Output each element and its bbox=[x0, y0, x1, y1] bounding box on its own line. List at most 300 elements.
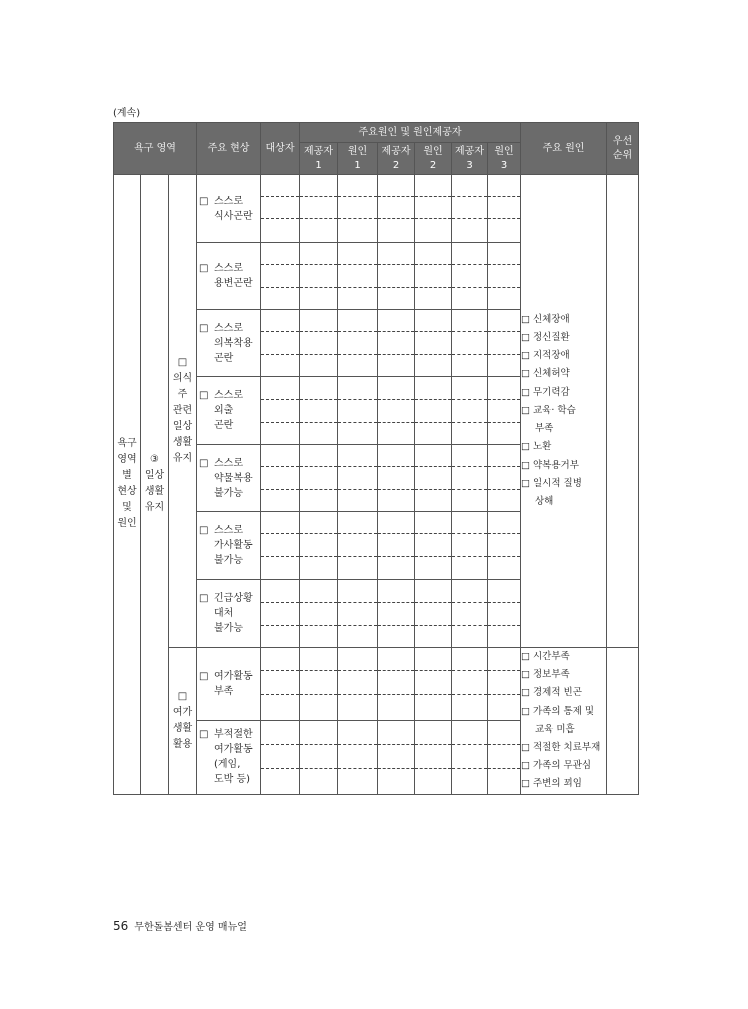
dashed-divider bbox=[378, 670, 414, 671]
dashed-divider bbox=[300, 694, 337, 695]
phenomenon-text bbox=[214, 523, 253, 568]
page-footer bbox=[113, 918, 247, 933]
label-line: 관련 bbox=[172, 405, 193, 416]
dashed-divider bbox=[488, 768, 520, 769]
dashed-divider bbox=[452, 422, 487, 423]
dashed-divider bbox=[415, 466, 451, 467]
phenomenon-cell bbox=[197, 512, 261, 580]
entry-cell[interactable] bbox=[378, 512, 415, 580]
entry-cell[interactable] bbox=[338, 648, 378, 721]
dashed-divider bbox=[338, 533, 377, 534]
phenomenon-text bbox=[214, 456, 253, 501]
entry-cell[interactable] bbox=[488, 445, 521, 512]
cause-option: 부족 bbox=[535, 423, 554, 435]
dashed-divider bbox=[261, 331, 299, 332]
header-need-area: 욕구 영역 bbox=[114, 123, 197, 175]
label-line: 스스로 bbox=[214, 525, 243, 536]
label-line: 생활 bbox=[172, 722, 193, 734]
dashed-divider bbox=[415, 489, 451, 490]
phenomenon-cell bbox=[197, 310, 261, 377]
dashed-divider bbox=[261, 670, 299, 671]
label-line: 곤란 bbox=[214, 352, 234, 364]
dashed-divider bbox=[261, 768, 299, 769]
dashed-divider bbox=[488, 625, 520, 626]
label-line: 약물복용 bbox=[214, 472, 253, 484]
label-line: 생활 bbox=[172, 437, 193, 448]
header-target: 대상자 bbox=[261, 123, 300, 175]
phenomenon-cell bbox=[197, 377, 261, 445]
dashed-divider bbox=[338, 399, 377, 400]
dashed-divider bbox=[300, 556, 337, 557]
dashed-divider bbox=[378, 264, 414, 265]
cause-option: 교육 미흡 bbox=[535, 723, 575, 735]
entry-cell[interactable] bbox=[300, 720, 338, 794]
label-line: 긴급상황 bbox=[214, 593, 253, 604]
entry-cell[interactable] bbox=[452, 377, 488, 445]
dashed-divider bbox=[338, 768, 377, 769]
dashed-divider bbox=[300, 768, 337, 769]
label-line: 부적절한 bbox=[214, 729, 253, 741]
target-cell[interactable] bbox=[261, 243, 300, 310]
label-line: 활용 bbox=[172, 738, 193, 750]
dashed-divider bbox=[378, 533, 414, 534]
target-cell[interactable] bbox=[261, 310, 300, 377]
dashed-divider bbox=[261, 422, 299, 423]
dashed-divider bbox=[261, 466, 299, 467]
dashed-divider bbox=[415, 218, 451, 219]
continued-label: (계속) bbox=[113, 108, 141, 119]
dashed-divider bbox=[452, 466, 487, 467]
label-line: 여가활동 bbox=[214, 744, 253, 756]
dashed-divider bbox=[378, 694, 414, 695]
dashed-divider bbox=[378, 331, 414, 332]
label-line: 별 bbox=[122, 470, 132, 482]
dashed-divider bbox=[378, 489, 414, 490]
dashed-divider bbox=[452, 287, 487, 288]
dashed-divider bbox=[338, 625, 377, 626]
dashed-divider bbox=[300, 354, 337, 355]
dashed-divider bbox=[338, 489, 377, 490]
label-line: 가사활동 bbox=[214, 540, 253, 551]
phenomenon-text bbox=[214, 388, 243, 433]
page-number: 56 bbox=[113, 919, 129, 933]
checkbox-icon[interactable]: □ bbox=[199, 729, 209, 741]
cause-option[interactable]: □ 신체장애 bbox=[521, 313, 570, 325]
dashed-divider bbox=[488, 422, 520, 423]
dashed-divider bbox=[300, 331, 337, 332]
label-line: 욕구 bbox=[117, 438, 137, 450]
dashed-divider bbox=[452, 489, 487, 490]
dashed-divider bbox=[338, 196, 377, 197]
label-line: 식사곤란 bbox=[214, 210, 253, 222]
checkbox-icon[interactable]: □ bbox=[199, 525, 209, 536]
phenomenon-text bbox=[214, 727, 253, 787]
dashed-divider bbox=[452, 399, 487, 400]
dashed-divider bbox=[300, 218, 337, 219]
dashed-divider bbox=[488, 399, 520, 400]
checkbox-icon[interactable]: □ bbox=[199, 195, 209, 207]
dashed-divider bbox=[488, 602, 520, 603]
entry-cell[interactable] bbox=[415, 243, 452, 310]
cause-option[interactable]: □ 가족의 통제 및 bbox=[521, 705, 595, 717]
dashed-divider bbox=[261, 264, 299, 265]
entry-cell[interactable] bbox=[300, 580, 338, 648]
dashed-divider bbox=[452, 625, 487, 626]
entry-cell[interactable] bbox=[300, 377, 338, 445]
dashed-divider bbox=[452, 196, 487, 197]
dashed-divider bbox=[488, 694, 520, 695]
cause-option[interactable]: □ 노환 bbox=[521, 441, 552, 453]
dashed-divider bbox=[452, 694, 487, 695]
cause-option[interactable]: □ 무기력감 bbox=[521, 386, 570, 398]
dashed-divider bbox=[452, 264, 487, 265]
phenomenon-cell bbox=[197, 648, 261, 721]
label-line: 의식 bbox=[172, 373, 193, 384]
dashed-divider bbox=[488, 331, 520, 332]
phenomenon-cell bbox=[197, 580, 261, 648]
dashed-divider bbox=[415, 744, 451, 745]
label-line: 유지 bbox=[172, 453, 193, 464]
dashed-divider bbox=[338, 354, 377, 355]
phenomenon-text bbox=[214, 261, 253, 291]
label-line: 일상 bbox=[144, 470, 165, 482]
entry-cell[interactable] bbox=[378, 580, 415, 648]
dashed-divider bbox=[338, 694, 377, 695]
cause-option[interactable]: □ 신체허약 bbox=[521, 368, 570, 380]
phenomenon-text bbox=[214, 194, 253, 224]
dashed-divider bbox=[300, 670, 337, 671]
checkbox-icon[interactable]: □ bbox=[199, 670, 209, 682]
entry-cell[interactable] bbox=[378, 243, 415, 310]
label-line: 스스로 bbox=[214, 195, 243, 207]
table-row bbox=[114, 648, 639, 721]
header-cause-3: 원인 3 bbox=[488, 143, 521, 175]
entry-cell[interactable] bbox=[378, 175, 415, 243]
label-line: 대처 bbox=[214, 608, 234, 619]
entry-cell[interactable] bbox=[338, 580, 378, 648]
cause-option[interactable]: □ 시간부족 bbox=[521, 651, 570, 662]
label-line: 여가 bbox=[172, 706, 193, 718]
entry-cell[interactable] bbox=[378, 720, 415, 794]
header-priority: 우선 순위 bbox=[607, 123, 639, 175]
dashed-divider bbox=[488, 218, 520, 219]
entry-cell[interactable] bbox=[378, 377, 415, 445]
dashed-divider bbox=[300, 422, 337, 423]
dashed-divider bbox=[488, 744, 520, 745]
dashed-divider bbox=[488, 354, 520, 355]
table-row bbox=[114, 175, 639, 243]
cause-option[interactable]: □ 지적장애 bbox=[521, 350, 570, 362]
dashed-divider bbox=[378, 744, 414, 745]
entry-cell[interactable] bbox=[452, 445, 488, 512]
label-line: 유지 bbox=[144, 502, 165, 514]
target-cell[interactable] bbox=[261, 512, 300, 580]
dashed-divider bbox=[300, 287, 337, 288]
label-line: 현상 bbox=[117, 486, 137, 498]
label-line: 불가능 bbox=[214, 487, 243, 499]
dashed-divider bbox=[452, 670, 487, 671]
cause-option[interactable]: □ 정보부족 bbox=[521, 669, 570, 681]
target-cell[interactable] bbox=[261, 580, 300, 648]
dashed-divider bbox=[300, 744, 337, 745]
label-line: 스스로 bbox=[214, 457, 243, 469]
entry-cell[interactable] bbox=[378, 648, 415, 721]
entry-cell[interactable] bbox=[452, 243, 488, 310]
cause-option[interactable]: □ 적절한 치료부재 bbox=[521, 742, 601, 754]
phenomenon-cell bbox=[197, 175, 261, 243]
dashed-divider bbox=[261, 625, 299, 626]
entry-cell[interactable] bbox=[338, 310, 378, 377]
dashed-divider bbox=[452, 744, 487, 745]
dashed-divider bbox=[452, 768, 487, 769]
entry-cell[interactable] bbox=[415, 648, 452, 721]
dashed-divider bbox=[378, 218, 414, 219]
cause-option[interactable]: □ 가족의 무관심 bbox=[521, 760, 592, 772]
dashed-divider bbox=[452, 354, 487, 355]
target-cell[interactable] bbox=[261, 648, 300, 721]
header-provider-2: 제공자 2 bbox=[378, 143, 415, 175]
entry-cell[interactable] bbox=[415, 720, 452, 794]
header-provider-1: 제공자 1 bbox=[300, 143, 338, 175]
checkbox-icon[interactable]: □ bbox=[199, 593, 209, 604]
entry-cell[interactable] bbox=[300, 648, 338, 721]
dashed-divider bbox=[415, 670, 451, 671]
dashed-divider bbox=[378, 354, 414, 355]
dashed-divider bbox=[488, 264, 520, 265]
entry-cell[interactable] bbox=[452, 580, 488, 648]
entry-cell[interactable] bbox=[338, 445, 378, 512]
dashed-divider bbox=[488, 556, 520, 557]
entry-cell[interactable] bbox=[300, 445, 338, 512]
dashed-divider bbox=[300, 602, 337, 603]
cause-option[interactable]: □ 경제적 빈곤 bbox=[521, 687, 582, 699]
dashed-divider bbox=[261, 533, 299, 534]
dashed-divider bbox=[415, 694, 451, 695]
dashed-divider bbox=[415, 768, 451, 769]
dashed-divider bbox=[488, 670, 520, 671]
dashed-divider bbox=[261, 489, 299, 490]
subgroup-label bbox=[169, 175, 197, 648]
dashed-divider bbox=[488, 466, 520, 467]
entry-cell[interactable] bbox=[452, 512, 488, 580]
dashed-divider bbox=[261, 399, 299, 400]
priority-cell[interactable] bbox=[607, 175, 639, 648]
checkbox-icon[interactable]: □ bbox=[199, 390, 209, 401]
entry-cell[interactable] bbox=[488, 310, 521, 377]
label-line: 용변곤란 bbox=[214, 278, 253, 289]
header-cause-provider: 주요원인 및 원인제공자 bbox=[300, 123, 521, 143]
dashed-divider bbox=[415, 556, 451, 557]
dashed-divider bbox=[378, 768, 414, 769]
entry-cell[interactable] bbox=[452, 310, 488, 377]
dashed-divider bbox=[261, 354, 299, 355]
cause-option[interactable]: □ 교육· 학습 bbox=[521, 404, 576, 416]
entry-cell[interactable] bbox=[452, 175, 488, 243]
label-line: (게임, bbox=[214, 759, 241, 771]
dashed-divider bbox=[415, 422, 451, 423]
dashed-divider bbox=[338, 264, 377, 265]
dashed-divider bbox=[452, 218, 487, 219]
dashed-divider bbox=[261, 744, 299, 745]
dashed-divider bbox=[378, 602, 414, 603]
entry-cell[interactable] bbox=[378, 310, 415, 377]
phenomenon-text bbox=[214, 321, 253, 366]
label-line: 일상 bbox=[172, 421, 193, 432]
dashed-divider bbox=[338, 422, 377, 423]
target-cell[interactable] bbox=[261, 377, 300, 445]
dashed-divider bbox=[300, 264, 337, 265]
dashed-divider bbox=[378, 422, 414, 423]
dashed-divider bbox=[378, 196, 414, 197]
label-line: 원인 bbox=[117, 518, 137, 530]
header-main-cause: 주요 원인 bbox=[521, 123, 607, 175]
phenomenon-text bbox=[214, 591, 253, 636]
dashed-divider bbox=[378, 287, 414, 288]
dashed-divider bbox=[338, 744, 377, 745]
dashed-divider bbox=[300, 399, 337, 400]
label-line: 생활 bbox=[144, 486, 165, 498]
label-line: 여가활동 bbox=[214, 670, 253, 682]
dashed-divider bbox=[300, 533, 337, 534]
dashed-divider bbox=[338, 218, 377, 219]
label-line: 스스로 bbox=[214, 263, 243, 274]
label-line: 곤란 bbox=[214, 420, 234, 431]
dashed-divider bbox=[300, 489, 337, 490]
header-phenomenon: 주요 현상 bbox=[197, 123, 261, 175]
phenomenon-cell bbox=[197, 720, 261, 794]
dashed-divider bbox=[488, 196, 520, 197]
main-cause-list bbox=[521, 648, 607, 795]
entry-cell[interactable] bbox=[452, 720, 488, 794]
dashed-divider bbox=[488, 287, 520, 288]
label-line: 부족 bbox=[214, 685, 234, 697]
dashed-divider bbox=[378, 625, 414, 626]
header-provider-3: 제공자 3 bbox=[452, 143, 488, 175]
entry-cell[interactable] bbox=[415, 445, 452, 512]
dashed-divider bbox=[378, 466, 414, 467]
entry-cell[interactable] bbox=[378, 445, 415, 512]
entry-cell[interactable] bbox=[488, 720, 521, 794]
dashed-divider bbox=[452, 556, 487, 557]
entry-cell[interactable] bbox=[338, 175, 378, 243]
entry-cell[interactable] bbox=[300, 175, 338, 243]
label-line: ③ bbox=[150, 454, 159, 466]
checkbox-icon[interactable]: □ bbox=[199, 457, 209, 469]
entry-cell[interactable] bbox=[415, 512, 452, 580]
entry-cell[interactable] bbox=[488, 377, 521, 445]
dashed-divider bbox=[261, 556, 299, 557]
label-line: □ bbox=[177, 690, 188, 702]
header-cause-1: 원인 1 bbox=[338, 143, 378, 175]
entry-cell[interactable] bbox=[488, 580, 521, 648]
dashed-divider bbox=[300, 625, 337, 626]
dashed-divider bbox=[261, 196, 299, 197]
subgroup-label bbox=[169, 648, 197, 795]
header-cause-2: 원인 2 bbox=[415, 143, 452, 175]
label-line: 스스로 bbox=[214, 322, 243, 334]
entry-cell[interactable] bbox=[338, 377, 378, 445]
entry-cell[interactable] bbox=[338, 512, 378, 580]
needs-assessment-table bbox=[113, 122, 639, 795]
label-line: 스스로 bbox=[214, 390, 243, 401]
dashed-divider bbox=[452, 331, 487, 332]
need-area-label bbox=[114, 175, 141, 795]
checkbox-icon[interactable]: □ bbox=[199, 322, 209, 334]
label-line: 영역 bbox=[117, 454, 137, 466]
target-cell[interactable] bbox=[261, 720, 300, 794]
label-line: 도박 등) bbox=[214, 774, 251, 786]
dashed-divider bbox=[415, 354, 451, 355]
phenomenon-cell bbox=[197, 243, 261, 310]
checkbox-icon[interactable]: □ bbox=[199, 263, 209, 274]
dashed-divider bbox=[261, 694, 299, 695]
dashed-divider bbox=[415, 331, 451, 332]
entry-cell[interactable] bbox=[338, 720, 378, 794]
dashed-divider bbox=[452, 602, 487, 603]
cause-option[interactable]: □ 정신질환 bbox=[521, 332, 570, 344]
phenomenon-text bbox=[214, 669, 253, 699]
label-line: 의복착용 bbox=[214, 337, 253, 349]
dashed-divider bbox=[261, 287, 299, 288]
cause-option[interactable]: □ 약복용거부 bbox=[521, 459, 579, 471]
entry-cell[interactable] bbox=[415, 580, 452, 648]
entry-cell[interactable] bbox=[488, 175, 521, 243]
entry-cell[interactable] bbox=[488, 243, 521, 310]
dashed-divider bbox=[338, 556, 377, 557]
entry-cell[interactable] bbox=[300, 243, 338, 310]
dashed-divider bbox=[338, 287, 377, 288]
dashed-divider bbox=[338, 602, 377, 603]
entry-cell[interactable] bbox=[488, 648, 521, 721]
entry-cell[interactable] bbox=[415, 310, 452, 377]
entry-cell[interactable] bbox=[415, 175, 452, 243]
cause-option: 상해 bbox=[535, 495, 554, 507]
dashed-divider bbox=[415, 533, 451, 534]
target-cell[interactable] bbox=[261, 445, 300, 512]
dashed-divider bbox=[488, 489, 520, 490]
label-line: 외출 bbox=[214, 405, 234, 416]
dashed-divider bbox=[415, 287, 451, 288]
cause-option[interactable]: □ 주변의 꾀임 bbox=[521, 778, 582, 790]
entry-cell[interactable] bbox=[338, 243, 378, 310]
cause-option[interactable]: □ 일시적 질병 bbox=[521, 477, 582, 489]
dashed-divider bbox=[488, 533, 520, 534]
entry-cell[interactable] bbox=[300, 512, 338, 580]
entry-cell[interactable] bbox=[300, 310, 338, 377]
dashed-divider bbox=[378, 556, 414, 557]
main-cause-list bbox=[521, 175, 607, 648]
dashed-divider bbox=[338, 331, 377, 332]
dashed-divider bbox=[415, 399, 451, 400]
dashed-divider bbox=[415, 602, 451, 603]
daily-life-area-label bbox=[141, 175, 169, 795]
label-line: 불가능 bbox=[214, 555, 243, 566]
dashed-divider bbox=[300, 196, 337, 197]
dashed-divider bbox=[338, 670, 377, 671]
entry-cell[interactable] bbox=[488, 512, 521, 580]
label-line: 주 bbox=[177, 389, 188, 400]
dashed-divider bbox=[452, 533, 487, 534]
dashed-divider bbox=[261, 218, 299, 219]
dashed-divider bbox=[415, 625, 451, 626]
label-line: 및 bbox=[122, 502, 132, 514]
entry-cell[interactable] bbox=[452, 648, 488, 721]
dashed-divider bbox=[415, 196, 451, 197]
entry-cell[interactable] bbox=[415, 377, 452, 445]
label-line: □ bbox=[177, 357, 188, 368]
target-cell[interactable] bbox=[261, 175, 300, 243]
priority-cell[interactable] bbox=[607, 648, 639, 795]
